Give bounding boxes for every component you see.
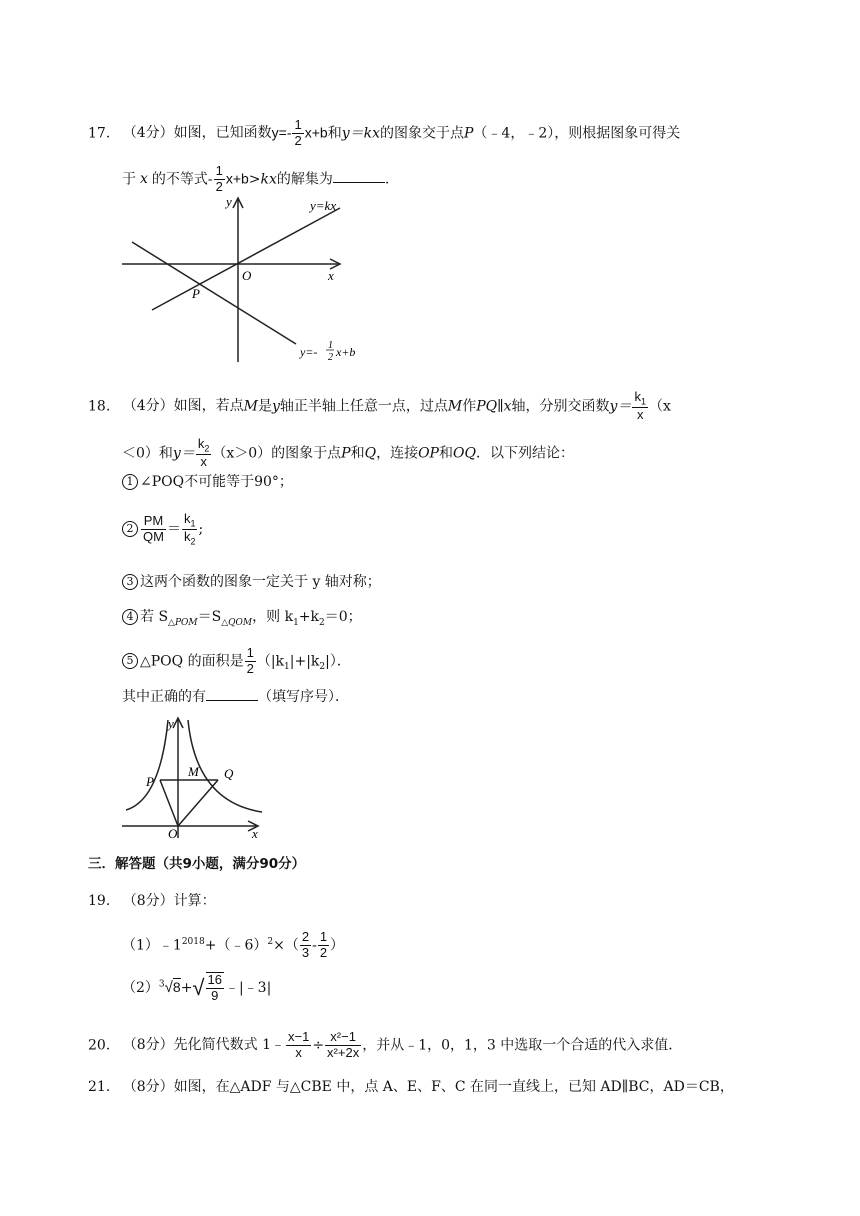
answer-blank — [206, 699, 258, 701]
q19-head: 19. （8分）计算： — [88, 893, 216, 909]
q19-part2: $(2)^3√8+√$ $\frac{16}{9}$ ﹣|﹣3| — [122, 972, 272, 1003]
q17-fraction: $\frac{1}{2}$ — [294, 117, 302, 148]
q17-ineq-fraction: $\frac{1}{2}$ — [215, 163, 223, 194]
svg-text:O: O — [168, 826, 178, 840]
q17-graph — [118, 192, 368, 364]
q18-graph — [120, 714, 270, 840]
svg-text:1: 1 — [328, 340, 333, 351]
q18-conclusion-1: 1 ∠POQ不可能等于90°； — [122, 474, 293, 490]
q18-answer-line: 其中正确的有 （填写序号）． — [122, 689, 349, 705]
svg-text:Q: Q — [224, 766, 234, 781]
q17-line1: 17. （4分）如图，已知函数y=- $\frac{1}{2}$ x+b和y＝kx的图象交于点P（﹣4，﹣2），则根据图象可得关 — [88, 117, 681, 148]
line-b-label: y=- — [300, 345, 318, 359]
q18-conclusion-5: 5 △POQ 的面积是 $\frac{1}{2}$ $(|k_1|+|k_2|)$． — [122, 646, 351, 677]
q17-line2: 于 x 的不等式- $\frac{1}{2}$ x+b>kx的解集为 . — [122, 163, 390, 194]
svg-text:y: y — [168, 716, 174, 731]
point-p-label: P — [192, 286, 200, 301]
line-kx-label: y=kx — [310, 198, 337, 213]
answer-blank — [333, 181, 385, 183]
q20-line: 20. （8分）先化简代数式 1﹣ $\frac{x-1}{x}$ ÷ $\frac{\text{x²−1}}{\text{x²+2x}}$ ，并从﹣1，0，1，3 中选取一个合适的代入求值． — [88, 1029, 683, 1060]
q19-part1: $(1)﹣1^{2018}+(﹣6)^2\times$（ $\frac{2}{3}$ - $\frac{1}{2}$ ） — [122, 929, 345, 960]
axis-y-label: y — [226, 194, 232, 209]
q18-line2: ＜0）和y＝ $\frac{k_2}{x}$ （x＞0）的图象于点P和Q，连接OP和OQ．以下列结论： — [122, 436, 574, 469]
q18-conclusion-4: 4 若 $S_{\triangle POM}=S_{\triangle QOM}$，则 $k_1+k_2=0$； — [122, 609, 362, 628]
svg-text:M: M — [188, 764, 199, 779]
svg-text:x+b: x+b — [336, 345, 356, 359]
origin-label: O — [242, 268, 252, 283]
axis-x-label: x — [328, 268, 334, 283]
q18-conclusion-2: 2 $\frac{PM}{QM}$ ＝ $\frac{k_1}{k_2}$ ; — [122, 512, 203, 547]
svg-text:2: 2 — [328, 352, 333, 363]
q18-number: 18. — [88, 398, 111, 415]
section-heading: 三．解答题（共9小题，满分90分） — [88, 856, 306, 872]
svg-text:P: P — [146, 774, 154, 789]
q18-conclusion-3: 3 这两个函数的图象一定关于 y 轴对称； — [122, 574, 381, 590]
q17-number: 17. — [88, 125, 111, 142]
q18-line1: 18. （4分）如图，若点M是y轴正半轴上任意一点，过点M作PQ∥x轴，分别交函数y＝ $\frac{k_1}{x}$ （x — [88, 389, 671, 422]
q21-line: 21. （8分）如图，在△ADF 与△CBE 中，点 A、E、F、C 在同一直线上，已知 AD∥BC，AD＝CB， — [88, 1079, 734, 1095]
svg-text:x: x — [252, 826, 258, 840]
